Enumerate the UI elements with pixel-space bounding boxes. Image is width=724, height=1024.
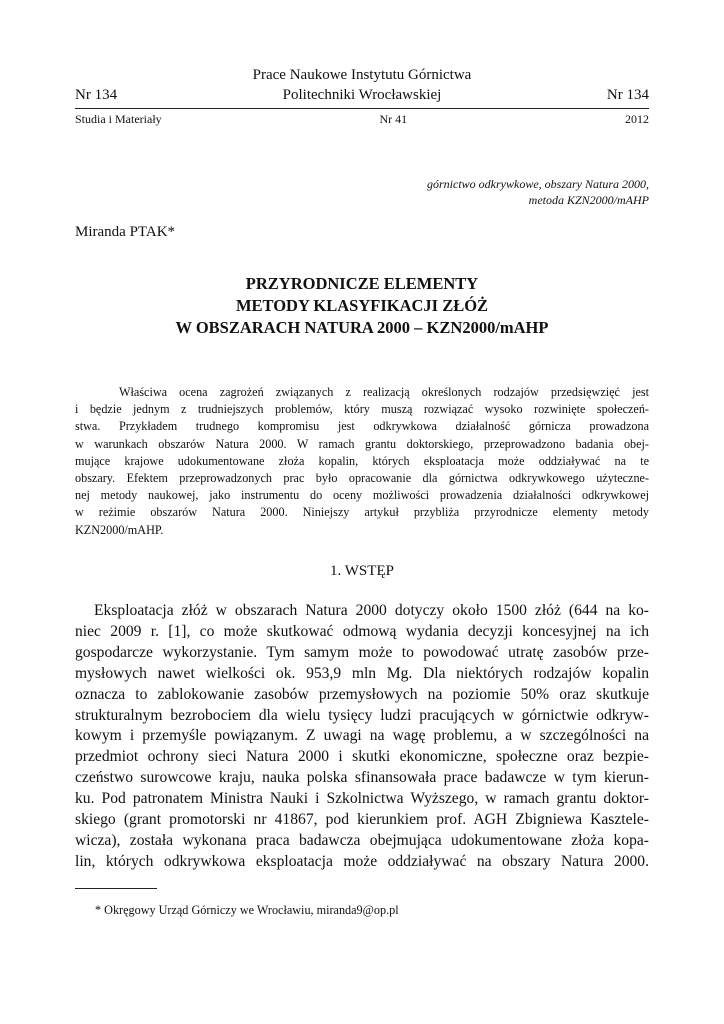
section-heading: 1. WSTĘP <box>330 563 394 579</box>
abstract-line: nej metody naukowej, jako instrumentu do oceny możliwości prowadzenia działalności odkrywkowej <box>75 488 649 503</box>
paper-page <box>75 0 649 1024</box>
abstract-line: w warunkach obszarów Natura 2000. W ramach grantu doktorskiego, przeprowadzono badania obej- <box>75 436 649 451</box>
body-line: strukturalnym bezrobociem dla wielu tysięcy ludzi pracujących w górnictwie odkryw- <box>75 706 649 724</box>
body-line: czeństwo surowcowe kraju, nauka polska sfinansowała prace badawcze w tym kierun- <box>75 769 649 787</box>
series-name: Studia i Materiały <box>75 112 162 126</box>
abstract-line: w reżimie obszarów Natura 2000. Niniejszy artykuł przybliża przyrodnicze elementy metody <box>75 505 649 520</box>
series-row <box>75 111 649 127</box>
keywords-line: górnictwo odkrywkowe, obszary Natura 2000, <box>427 177 649 191</box>
footnote: * Okręgowy Urząd Górniczy we Wrocławiu, miranda9@op.pl <box>95 903 399 917</box>
publication-year: 2012 <box>624 112 649 126</box>
body-line: Eksploatacja złóż w obszarach Natura 2000 dotyczy około 1500 złóż (644 na ko- <box>94 602 649 619</box>
body-line: ku. Pod patronatem Ministra Nauki i Szkolnictwa Wyższego, w ramach grantu doktor- <box>75 790 649 808</box>
body-line: oznacza to zablokowanie zasobów przemysłowych na poziomie 50% oraz skutkuje <box>75 685 649 703</box>
body-line: gospodarcze wykorzystanie. Tym samym może to powodować utratę zasobów prze- <box>75 643 649 661</box>
abstract-line: stwa. Przykładem trudnego kompromisu jest odkrywkowa działalność górnicza prowadzona <box>75 419 649 434</box>
header-rule <box>75 108 649 109</box>
paper-title <box>75 273 649 339</box>
title-line: W OBSZARACH NATURA 2000 – KZN2000/mAHP <box>175 318 549 337</box>
journal-name-line-1: Prace Naukowe Instytutu Górnictwa <box>252 67 472 83</box>
abstract-line: mujące krajowe udokumentowane złoża kopalin, których eksploatacja może oddziaływać na te <box>75 453 649 468</box>
abstract-line: obszary. Efektem przeprowadzonych prac było opracowanie dla górnictwa odkrywkowego użyteczne- <box>75 471 649 486</box>
abstract-line: i będzie jednym z trudniejszych problemów, który muszą rozwiązać wysoko rozwinięte społeczeń- <box>75 402 649 417</box>
body-line: lin, których odkrywkowa eksploatacja może oddziaływać na obszary Natura 2000. <box>75 852 649 870</box>
issue-number-left: Nr 134 <box>75 87 118 103</box>
body-line: przedmiot ochrony sieci Natura 2000 i skutki ekonomiczne, społeczne oraz bezpie- <box>75 748 649 766</box>
abstract <box>75 384 649 539</box>
issue-number-right: Nr 134 <box>606 87 649 103</box>
abstract-line: KZN2000/mAHP. <box>75 522 164 537</box>
author-name: Miranda PTAK* <box>75 224 176 240</box>
keywords <box>319 176 649 208</box>
title-line: METODY KLASYFIKACJI ZŁÓŻ <box>235 296 489 315</box>
header-row <box>75 85 649 105</box>
journal-name-line-2: Politechniki Wrocławskiej <box>282 87 442 103</box>
body-line: kowym i przemyśle powiązanym. Z uwagi na wagę problemu, a w szczególności na <box>75 727 649 745</box>
body-line: wicza), została wykonana praca badawcza obejmująca udokumentowane złoża kopa- <box>75 831 649 849</box>
body-line: mysłowych nawet wielkości ok. 953,9 mln Mg. Dla niektórych rodzajów kopalin <box>75 664 649 682</box>
body-line: skiego (grant promotorski nr 41867, pod kierunkiem prof. AGH Zbigniewa Kasztele- <box>75 811 649 829</box>
keywords-line: metoda KZN2000/mAHP <box>528 193 649 207</box>
body-text <box>75 601 649 873</box>
footnote-rule <box>75 888 157 889</box>
series-issue: Nr 41 <box>379 112 408 126</box>
abstract-line: Właściwa ocena zagrożeń związanych z realizacją określonych rodzajów przedsięwzięć jest <box>119 385 649 399</box>
title-line: PRZYRODNICZE ELEMENTY <box>245 274 479 293</box>
body-line: niec 2009 r. [1], co może skutkować odmową wydania decyzji koncesyjnej na ich <box>75 622 649 640</box>
